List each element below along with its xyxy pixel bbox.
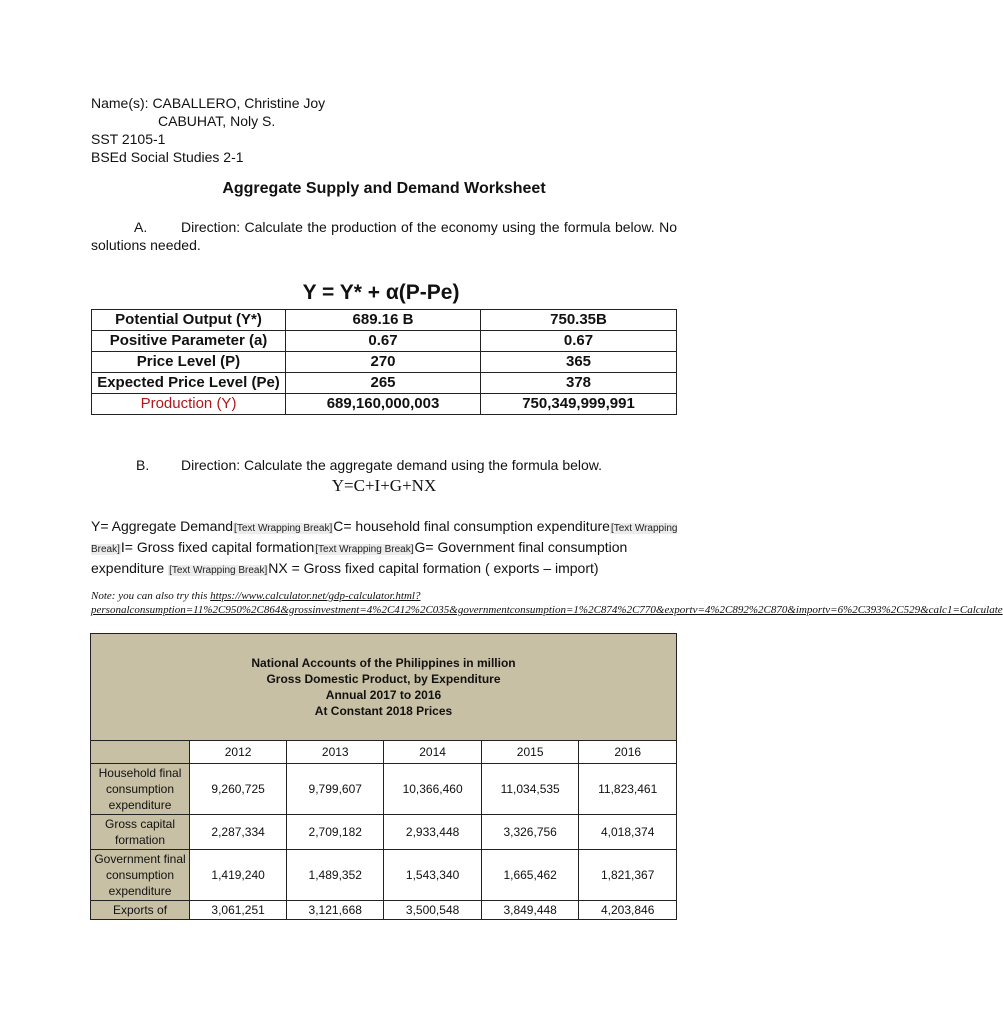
value-cell: 4,018,374 <box>579 815 677 850</box>
year-header: 2015 <box>481 741 579 764</box>
direction-a-text: Direction: Calculate the production of the economy using the formula below. No solutions needed. <box>91 219 677 253</box>
row-label: Exports of <box>91 901 190 920</box>
row-value: 0.67 <box>481 331 677 352</box>
row-value: 270 <box>286 352 481 373</box>
table-row <box>92 310 677 331</box>
banner-line: National Accounts of the Philippines in million <box>251 656 516 670</box>
table-row <box>91 764 677 815</box>
names-line: Name(s): CABALLERO, Christine Joy <box>91 95 326 111</box>
row-label: Government final consumption expenditure <box>91 850 190 901</box>
value-cell: 9,260,725 <box>190 764 287 815</box>
banner-line: Annual 2017 to 2016 <box>325 688 442 702</box>
row-label: Gross capital formation <box>91 815 190 850</box>
row-value: 378 <box>481 373 677 394</box>
def-c: C= household final consumption expenditure <box>333 518 610 534</box>
direction-b <box>136 457 602 473</box>
value-cell: 1,821,367 <box>579 850 677 901</box>
def-y: Y= Aggregate Demand <box>91 518 234 534</box>
value-cell: 3,326,756 <box>481 815 579 850</box>
table-row <box>92 352 677 373</box>
value-cell: 11,823,461 <box>579 764 677 815</box>
variable-definitions <box>91 517 681 580</box>
table-row <box>91 850 677 901</box>
wrap-tag: [Text Wrapping Break] <box>169 565 268 576</box>
row-label: Potential Output (Y*) <box>92 310 286 331</box>
table-row <box>91 815 677 850</box>
table-row <box>92 373 677 394</box>
supply-formula: Y = Y* + α(P-Pe) <box>302 281 460 304</box>
calculator-note <box>91 589 1003 617</box>
value-cell: 1,543,340 <box>384 850 482 901</box>
table-row <box>92 331 677 352</box>
demand-formula: Y=C+I+G+NX <box>331 476 437 495</box>
row-value: 0.67 <box>286 331 481 352</box>
row-label: Price Level (P) <box>92 352 286 373</box>
table-row <box>91 901 677 920</box>
production-table <box>91 309 677 415</box>
value-cell: 3,121,668 <box>287 901 384 920</box>
banner-line: At Constant 2018 Prices <box>314 704 453 718</box>
corner-cell <box>91 741 190 764</box>
value-cell: 1,665,462 <box>481 850 579 901</box>
wrap-tag: [Text Wrapping Break] <box>234 523 333 534</box>
table-banner <box>91 634 677 741</box>
section-b-label: B. <box>136 457 150 473</box>
def-g: G= Government final consumption expenditure <box>91 539 628 576</box>
page-title: Aggregate Supply and Demand Worksheet <box>222 180 546 197</box>
value-cell: 3,061,251 <box>190 901 287 920</box>
calculator-link[interactable]: https://www.calculator.net/gdp-calculator.html?personalconsumption=11%2C950%2C864&grossinvestment=4%2C412%2C035&governmentconsumption=1%2C874%2C770&exportv=4%2C892%2C870&importv=6%2C393%2C529&calc1=Calculate <box>91 590 1003 616</box>
value-cell: 9,799,607 <box>287 764 384 815</box>
value-cell: 3,500,548 <box>384 901 482 920</box>
value-cell: 2,709,182 <box>287 815 384 850</box>
value-cell: 10,366,460 <box>384 764 482 815</box>
wrap-tag: [Text Wrapping Break] <box>315 544 414 555</box>
row-value: 689,160,000,003 <box>286 394 481 415</box>
banner-line: Gross Domestic Product, by Expenditure <box>266 672 501 686</box>
row-value: 265 <box>286 373 481 394</box>
row-label: Production (Y) <box>92 394 286 415</box>
course-code: SST 2105-1 <box>91 131 166 147</box>
wrap-tag: [Text Wrapping Break] <box>91 523 678 555</box>
value-cell: 1,419,240 <box>190 850 287 901</box>
year-header: 2013 <box>287 741 384 764</box>
row-label: Positive Parameter (a) <box>92 331 286 352</box>
year-header: 2012 <box>190 741 287 764</box>
table-row <box>92 394 677 415</box>
value-cell: 11,034,535 <box>481 764 579 815</box>
year-header: 2016 <box>579 741 677 764</box>
value-cell: 2,933,448 <box>384 815 482 850</box>
section-a-label: A. <box>134 219 148 235</box>
row-value: 750,349,999,991 <box>481 394 677 415</box>
value-cell: 2,287,334 <box>190 815 287 850</box>
row-value: 689.16 B <box>286 310 481 331</box>
row-value: 750.35B <box>481 310 677 331</box>
year-header: 2014 <box>384 741 482 764</box>
value-cell: 3,849,448 <box>481 901 579 920</box>
row-label: Household final consumption expenditure <box>91 764 190 815</box>
student-header <box>91 94 325 166</box>
national-accounts-table <box>90 633 677 920</box>
value-cell: 4,203,846 <box>579 901 677 920</box>
direction-b-text: Direction: Calculate the aggregate demand using the formula below. <box>181 457 603 473</box>
program: BSEd Social Studies 2-1 <box>91 149 244 165</box>
row-value: 365 <box>481 352 677 373</box>
row-label: Expected Price Level (Pe) <box>92 373 286 394</box>
def-i: I= Gross fixed capital formation <box>120 539 315 555</box>
note-prefix: Note: you can also try this <box>91 590 211 602</box>
value-cell: 1,489,352 <box>287 850 384 901</box>
def-nx: NX = Gross fixed capital formation ( exports – import) <box>268 560 599 576</box>
second-name: CABUHAT, Noly S. <box>158 113 276 129</box>
direction-a <box>91 218 677 254</box>
